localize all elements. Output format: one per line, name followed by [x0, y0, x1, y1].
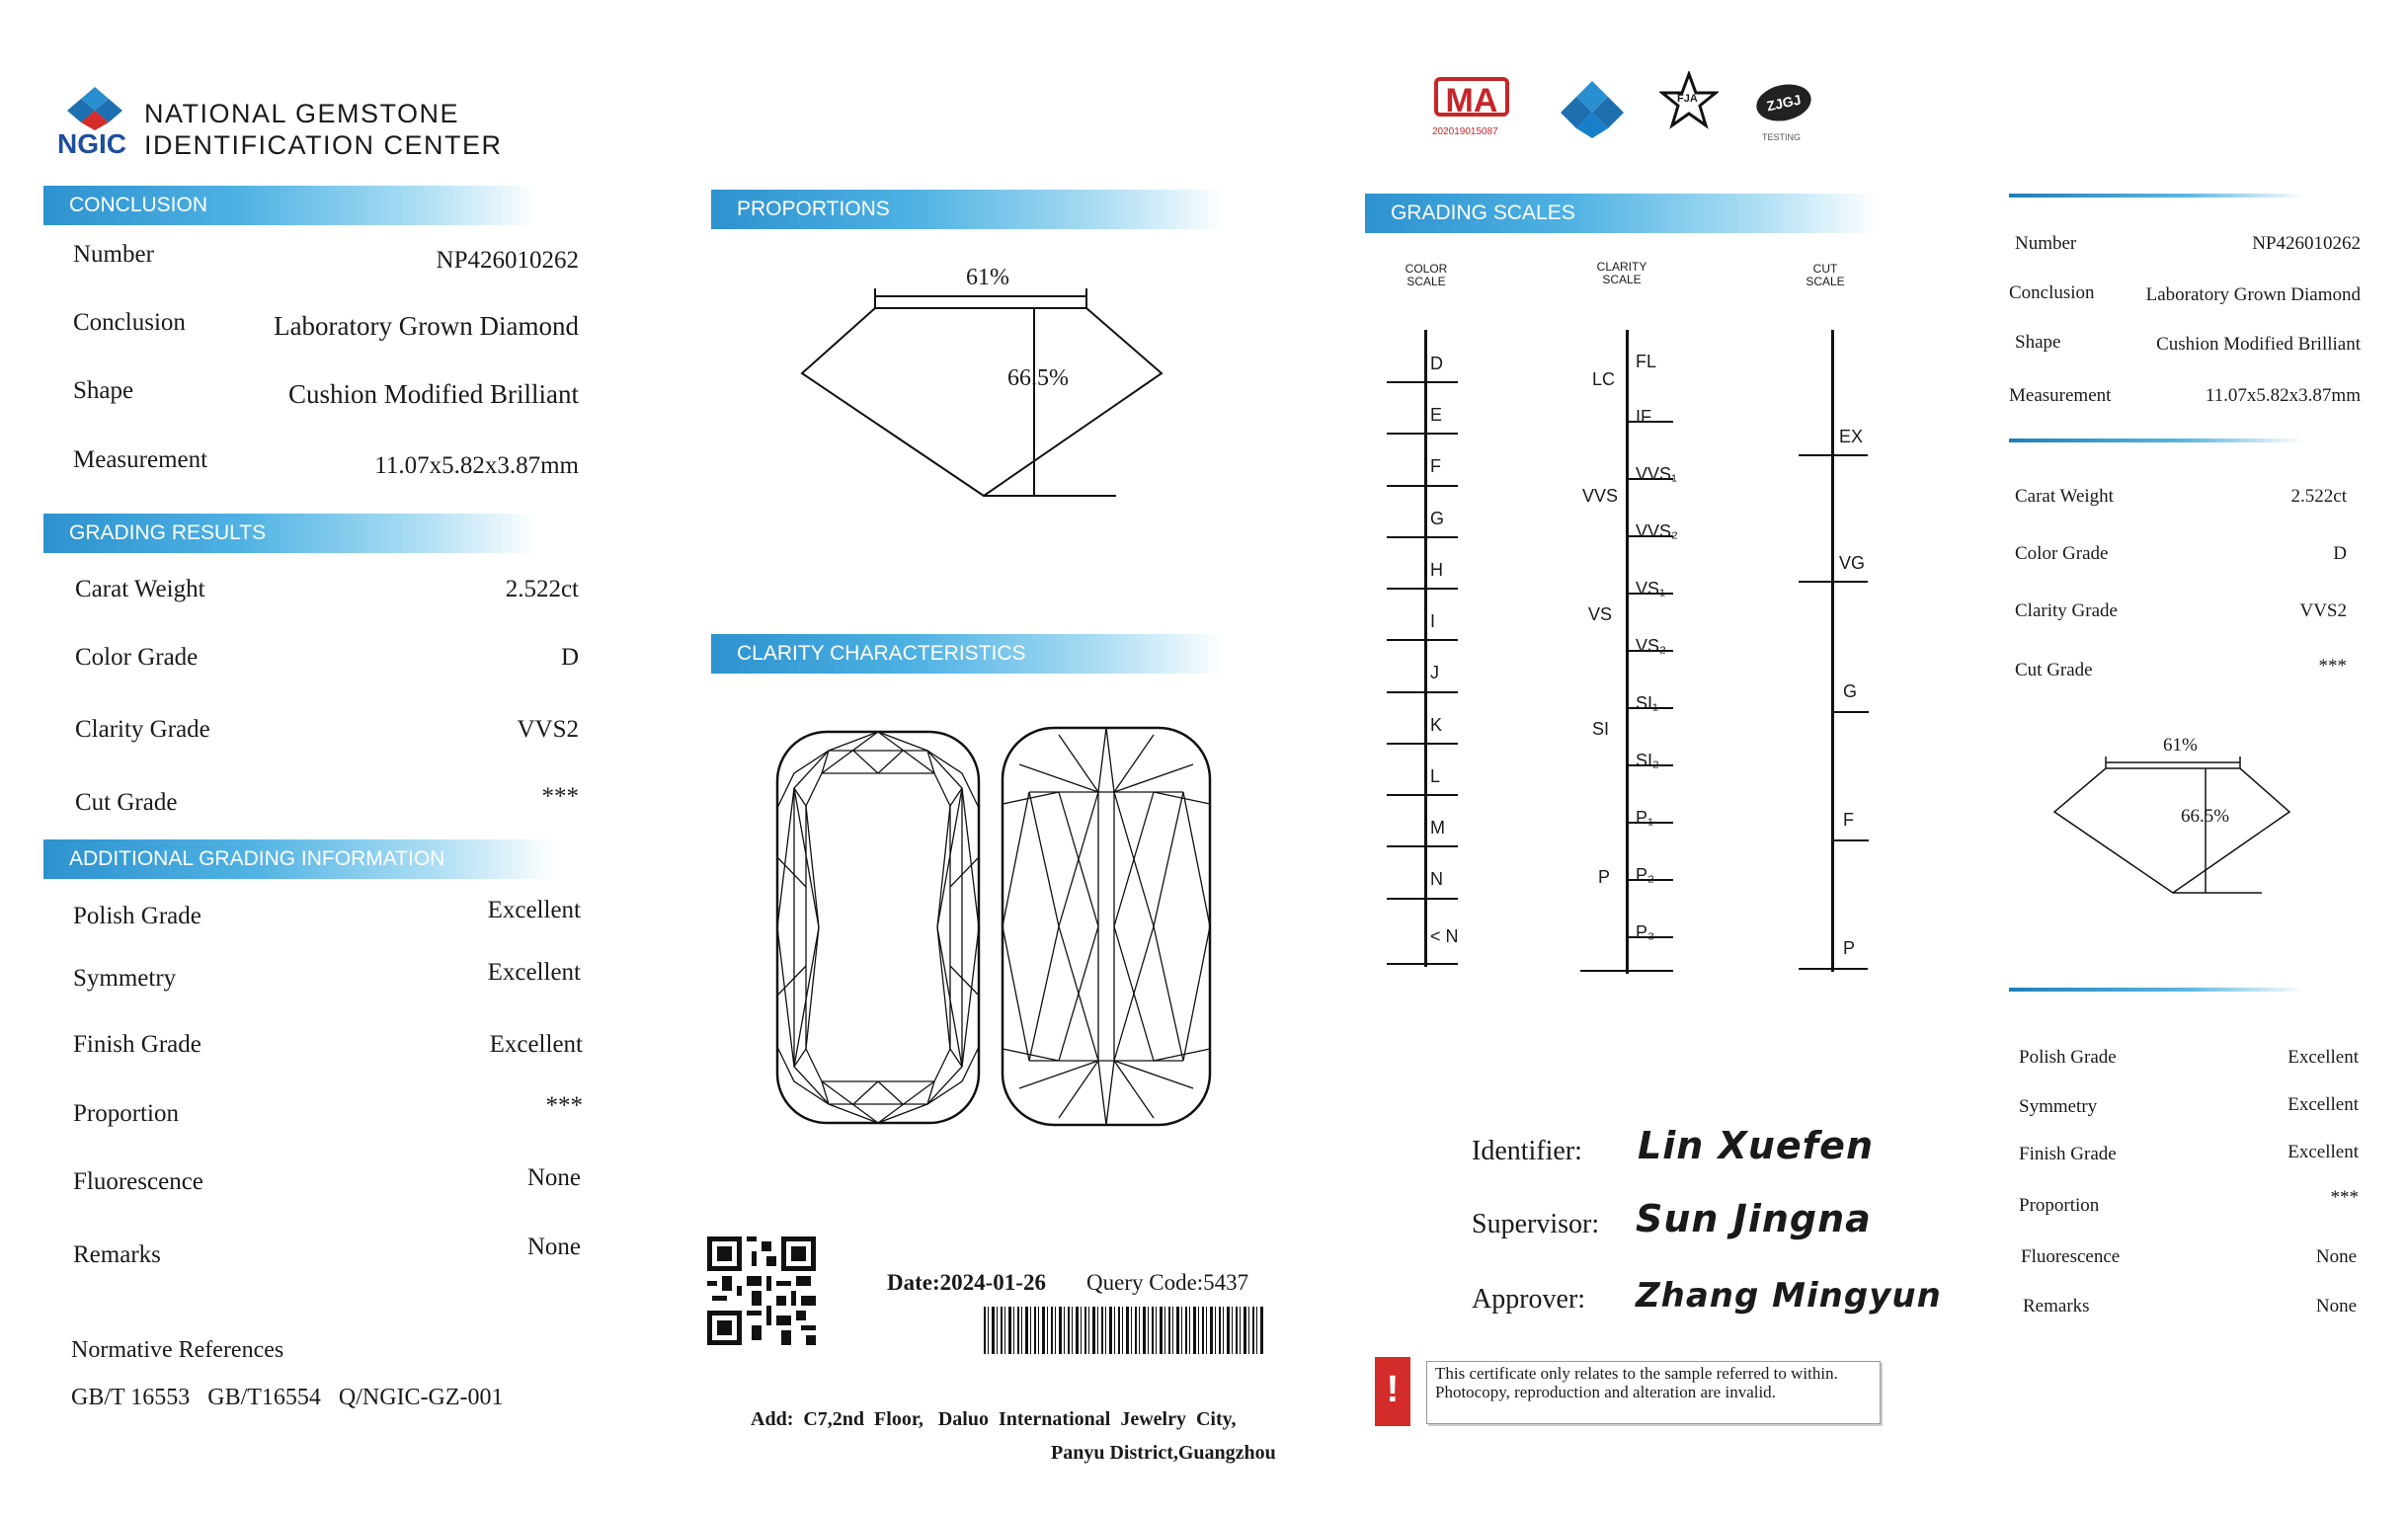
- color-grade-K: K: [1430, 715, 1443, 735]
- symmetry-value: Excellent: [487, 959, 581, 986]
- cma-number: 202019015087: [1432, 126, 1498, 137]
- qr-code-icon[interactable]: [707, 1235, 816, 1347]
- summary-fluorescence-label: Fluorescence: [2021, 1246, 2121, 1267]
- proportion-table-label: 61%: [963, 265, 1012, 291]
- color-scale-tick: [1387, 433, 1458, 435]
- color-grade-G: G: [1430, 509, 1445, 528]
- summary-cut-value: ***: [2318, 656, 2347, 677]
- symmetry-label: Symmetry: [73, 965, 177, 992]
- color-scale-tick: [1387, 963, 1458, 965]
- proportion-value: ***: [545, 1092, 583, 1119]
- number-value: NP426010262: [436, 247, 579, 274]
- cut-scale: [1796, 330, 1875, 974]
- summary-symmetry-value: Excellent: [2288, 1094, 2359, 1115]
- zjgj-mark: ZJGJ: [1753, 80, 1814, 126]
- address-line1: Add: C7,2nd Floor, Daluo International Jewelry City,: [751, 1408, 1237, 1430]
- supervisor-signature: Sun Jingna: [1636, 1197, 1872, 1240]
- summary-carat-label: Carat Weight: [2015, 486, 2114, 507]
- ngic-logo-text: NGIC: [57, 128, 126, 159]
- color-grade-I: I: [1430, 611, 1436, 631]
- clarity-group-VVS: VVS: [1582, 486, 1619, 506]
- summary-fluorescence-value: None: [2315, 1246, 2357, 1267]
- color-grade-M: M: [1430, 818, 1445, 837]
- additional-header: ADDITIONAL GRADING INFORMATION: [43, 839, 557, 879]
- carat-value: 2.522ct: [505, 576, 579, 602]
- cut-value: ***: [541, 783, 579, 810]
- cut-scale-tick: [1831, 839, 1869, 841]
- clarity-group-SI: SI: [1592, 719, 1610, 739]
- clarity-grade-VVS1: VVS₁: [1636, 464, 1678, 484]
- color-scale-title: [1397, 263, 1456, 288]
- summary-depth-label: 66.5%: [2181, 806, 2230, 827]
- supervisor-label: Supervisor:: [1472, 1209, 1600, 1239]
- summary-table-label: 61%: [2163, 735, 2198, 756]
- color-scale-tick: [1387, 845, 1458, 847]
- color-scale-tick: [1387, 536, 1458, 538]
- clarity-grade-VVS2: VVS₂: [1636, 521, 1679, 541]
- shape-value: Cushion Modified Brilliant: [288, 379, 579, 409]
- summary-color-value: D: [2333, 543, 2347, 564]
- color-grade-N: N: [1430, 869, 1443, 889]
- color-scale-axis: [1424, 330, 1427, 967]
- summary-mid-rule: [2009, 439, 2305, 442]
- color-label: Color Grade: [75, 644, 199, 671]
- summary-color-label: Color Grade: [2015, 543, 2109, 564]
- org-name-line1: NATIONAL GEMSTONE: [144, 99, 460, 128]
- summary-proportion-diagram: [2050, 743, 2297, 901]
- clarity-grade-VS1: VS₁: [1636, 579, 1666, 598]
- color-grade-J: J: [1430, 663, 1439, 682]
- color-scale-title-1: COLOR: [1405, 262, 1448, 276]
- summary-remarks-value: None: [2315, 1296, 2357, 1316]
- clarity-group-VS: VS: [1588, 604, 1613, 624]
- notice-box: [1375, 1357, 1888, 1440]
- query-code: Query Code:5437: [1086, 1270, 1249, 1295]
- summary-proportion-value: ***: [2330, 1187, 2359, 1208]
- clarity-characteristics-header: CLARITY CHARACTERISTICS: [711, 634, 1225, 674]
- number-label: Number: [73, 241, 154, 268]
- summary-conclusion-value: Laboratory Grown Diamond: [2145, 284, 2361, 305]
- summary-carat-value: 2.522ct: [2290, 486, 2347, 507]
- clarity-grade-IF: IF: [1636, 407, 1651, 427]
- proportion-label: Proportion: [73, 1100, 179, 1127]
- clarity-scale: [1580, 330, 1689, 974]
- fluorescence-value: None: [526, 1164, 581, 1191]
- summary-polish-label: Polish Grade: [2019, 1047, 2117, 1068]
- polish-label: Polish Grade: [73, 903, 201, 929]
- cut-grade-G: G: [1843, 681, 1858, 701]
- summary-number-value: NP426010262: [2252, 233, 2361, 254]
- clarity-grade-SI2: SI₂: [1636, 751, 1659, 770]
- shape-label: Shape: [73, 377, 134, 404]
- grading-results-header: GRADING RESULTS: [43, 514, 537, 553]
- summary-finish-label: Finish Grade: [2019, 1144, 2117, 1164]
- ngic-diamond-icon: [65, 85, 124, 132]
- clarity-plot-crown: [774, 729, 982, 1126]
- cut-grade-VG: VG: [1839, 553, 1866, 573]
- cut-scale-title: [1796, 263, 1855, 288]
- fja-text: FJA: [1677, 93, 1698, 105]
- cut-scale-title-2: SCALE: [1806, 275, 1845, 288]
- color-grade-L: L: [1430, 766, 1441, 786]
- fluorescence-label: Fluorescence: [73, 1168, 203, 1195]
- color-grade-E: E: [1430, 405, 1443, 425]
- color-grade-below-N: < N: [1430, 926, 1459, 946]
- color-scale-tick: [1387, 639, 1458, 641]
- zjgj-testing: TESTING: [1762, 132, 1802, 142]
- summary-number-label: Number: [2015, 233, 2077, 254]
- summary-top-rule: [2009, 194, 2305, 198]
- polish-value: Excellent: [487, 897, 581, 923]
- notice-text: This certificate only relates to the sample referred to within. Photocopy, reproduction and alteration are invalid.: [1426, 1361, 1881, 1424]
- clarity-grade-P3: P₃: [1636, 922, 1655, 942]
- color-scale-tick: [1387, 588, 1458, 590]
- summary-shape-label: Shape: [2015, 332, 2061, 353]
- cut-scale-tick: [1799, 581, 1868, 583]
- clarity-scale-axis: [1626, 330, 1629, 974]
- color-scale-tick: [1387, 691, 1458, 693]
- clarity-scale-title: [1592, 261, 1651, 286]
- clarity-grade-P2: P₂: [1636, 865, 1654, 885]
- cma-logo: [1430, 77, 1517, 146]
- cut-grade-EX: EX: [1839, 427, 1864, 446]
- clarity-label: Clarity Grade: [75, 716, 210, 743]
- cut-scale-tick: [1799, 454, 1868, 456]
- summary-clarity-value: VVS2: [2299, 600, 2347, 621]
- color-grade-H: H: [1430, 560, 1443, 580]
- color-scale-tick: [1387, 743, 1458, 745]
- conclusion-header: CONCLUSION: [43, 186, 537, 225]
- proportions-header: PROPORTIONS: [711, 190, 1225, 229]
- summary-shape-value: Cushion Modified Brilliant: [2156, 334, 2361, 355]
- remarks-label: Remarks: [73, 1241, 161, 1268]
- address-line2: Panyu District,Guangzhou: [1051, 1442, 1276, 1464]
- clarity-scale-title-1: CLARITY: [1596, 260, 1647, 274]
- proportion-depth-label: 66.5%: [1007, 365, 1069, 391]
- cut-scale-title-1: CUT: [1812, 262, 1838, 276]
- clarity-grade-SI1: SI₁: [1636, 693, 1659, 713]
- summary-measurement-label: Measurement: [2009, 385, 2112, 406]
- summary-symmetry-label: Symmetry: [2019, 1096, 2098, 1117]
- cut-grade-P: P: [1843, 938, 1856, 958]
- fja-logo: [1659, 71, 1719, 134]
- color-scale-tick: [1387, 381, 1458, 383]
- color-grade-F: F: [1430, 456, 1441, 476]
- cut-scale-axis: [1831, 330, 1834, 972]
- clarity-grade-VS2: VS₂: [1636, 636, 1666, 656]
- report-date: Date:2024-01-26: [887, 1270, 1046, 1295]
- approver-signature: Zhang Mingyun: [1636, 1276, 1942, 1316]
- cut-scale-tick: [1799, 968, 1868, 970]
- finish-value: Excellent: [489, 1031, 583, 1058]
- measurement-label: Measurement: [73, 446, 208, 473]
- proportion-diagram: [790, 267, 1175, 504]
- clarity-grade-FL: FL: [1636, 352, 1657, 371]
- cut-scale-tick: [1831, 711, 1869, 713]
- summary-remarks-label: Remarks: [2023, 1296, 2090, 1316]
- measurement-value: 11.07x5.82x3.87mm: [374, 452, 579, 479]
- ngic-blue-diamond-icon: [1557, 77, 1628, 140]
- clarity-value: VVS2: [517, 716, 579, 743]
- remarks-value: None: [526, 1234, 581, 1260]
- clarity-scale-title-2: SCALE: [1602, 273, 1642, 286]
- cut-label: Cut Grade: [75, 789, 178, 816]
- clarity-group-LC: LC: [1592, 369, 1616, 389]
- clarity-group-P: P: [1598, 867, 1611, 887]
- normative-refs: GB/T 16553 GB/T16554 Q/NGIC-GZ-001: [71, 1385, 504, 1410]
- summary-finish-value: Excellent: [2288, 1142, 2359, 1162]
- summary-conclusion-label: Conclusion: [2009, 282, 2095, 303]
- clarity-grade-P1: P₁: [1636, 808, 1654, 828]
- color-scale-tick: [1387, 794, 1458, 796]
- normative-title: Normative References: [71, 1337, 284, 1363]
- summary-bottom-rule: [2009, 988, 2305, 992]
- zjgj-logo: [1750, 77, 1819, 146]
- color-scale-tick: [1387, 485, 1458, 487]
- color-value: D: [560, 644, 579, 671]
- summary-measurement-value: 11.07x5.82x3.87mm: [2205, 385, 2361, 406]
- color-scale: [1387, 330, 1466, 967]
- color-scale-title-2: SCALE: [1406, 275, 1446, 288]
- carat-label: Carat Weight: [75, 576, 205, 602]
- cma-mark: MA: [1434, 77, 1509, 117]
- grading-scales-header: GRADING SCALES: [1365, 194, 1879, 233]
- summary-clarity-label: Clarity Grade: [2015, 600, 2118, 621]
- finish-label: Finish Grade: [73, 1031, 201, 1058]
- conclusion-value: Laboratory Grown Diamond: [274, 311, 579, 341]
- summary-proportion-label: Proportion: [2019, 1195, 2100, 1216]
- approver-label: Approver:: [1472, 1284, 1586, 1315]
- identifier-signature: Lin Xuefen: [1638, 1124, 1875, 1167]
- color-scale-tick: [1387, 898, 1458, 900]
- barcode: [984, 1307, 1265, 1354]
- summary-cut-label: Cut Grade: [2015, 660, 2093, 680]
- identifier-label: Identifier:: [1472, 1136, 1582, 1166]
- color-grade-D: D: [1430, 354, 1443, 373]
- cut-grade-F: F: [1843, 810, 1854, 830]
- summary-polish-value: Excellent: [2288, 1047, 2359, 1068]
- org-name-line2: IDENTIFICATION CENTER: [144, 130, 503, 160]
- clarity-plot-pavilion: [1000, 725, 1213, 1128]
- clarity-scale-tick: [1580, 970, 1673, 972]
- conclusion-label: Conclusion: [73, 309, 186, 336]
- warning-icon: !: [1375, 1357, 1410, 1426]
